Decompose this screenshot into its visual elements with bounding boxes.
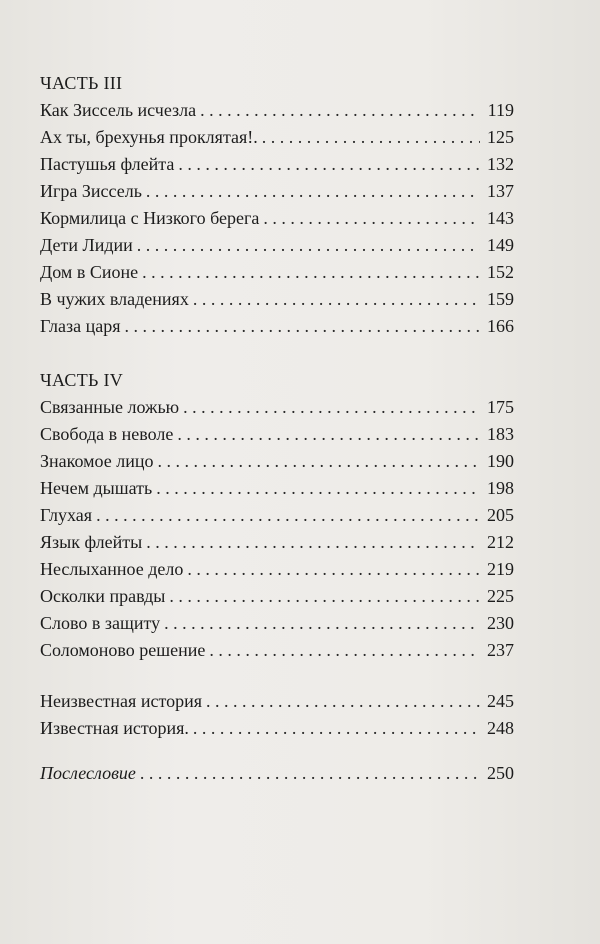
entry-page: 119 xyxy=(487,100,514,120)
toc-entry xyxy=(40,637,514,664)
entry-page: 250 xyxy=(487,763,514,783)
toc-entry xyxy=(40,448,514,475)
toc-entry xyxy=(40,502,514,529)
entry-page: 198 xyxy=(487,478,514,498)
part-3-heading: ЧАСТЬ III xyxy=(40,73,123,93)
dot-leader xyxy=(187,556,480,583)
entry-title: Нечем дышать xyxy=(40,478,153,498)
entry-title: Послесловие xyxy=(40,763,136,783)
entry-title: Игра Зиссель xyxy=(40,181,142,201)
part-4-heading: ЧАСТЬ IV xyxy=(40,370,124,390)
dot-leader xyxy=(200,97,480,124)
part-4-entries xyxy=(40,394,514,664)
entry-page: 166 xyxy=(487,316,514,336)
toc-entry xyxy=(40,178,514,205)
entry-page: 190 xyxy=(487,451,514,471)
dot-leader xyxy=(146,178,480,205)
entry-page: 149 xyxy=(487,235,514,255)
entry-title: Дети Лидии xyxy=(40,235,133,255)
dot-leader xyxy=(140,760,480,787)
extras-entries xyxy=(40,688,514,742)
dot-leader xyxy=(263,205,480,232)
dot-leader xyxy=(209,637,480,664)
dot-leader xyxy=(177,421,480,448)
dot-leader xyxy=(146,529,480,556)
entry-page: 132 xyxy=(487,154,514,174)
entry-title: Осколки правды xyxy=(40,586,166,606)
dot-leader xyxy=(157,448,480,475)
entry-title: Соломоново решение xyxy=(40,640,206,660)
entry-title: Неизвестная история xyxy=(40,691,202,711)
dot-leader xyxy=(96,502,480,529)
section-spacer xyxy=(40,664,514,688)
dot-leader xyxy=(193,715,480,742)
entry-page: 237 xyxy=(487,640,514,660)
toc-entry xyxy=(40,97,514,124)
entry-title: Известная история. xyxy=(40,718,189,738)
entry-page: 245 xyxy=(487,691,514,711)
toc-entry xyxy=(40,394,514,421)
dot-leader xyxy=(156,475,480,502)
table-of-contents xyxy=(40,70,514,787)
toc-entry xyxy=(40,151,514,178)
entry-title: Как Зиссель исчезла xyxy=(40,100,197,120)
entry-title: Свобода в неволе xyxy=(40,424,174,444)
entry-title: Слово в защиту xyxy=(40,613,161,633)
entry-page: 248 xyxy=(487,718,514,738)
dot-leader xyxy=(178,151,480,178)
entry-page: 137 xyxy=(487,181,514,201)
entry-page: 230 xyxy=(487,613,514,633)
entry-title: В чужих владениях xyxy=(40,289,189,309)
entry-title: Кормилица с Низкого берега xyxy=(40,208,260,228)
entry-title: Неслыханное дело xyxy=(40,559,184,579)
dot-leader xyxy=(206,688,480,715)
entry-title: Глухая xyxy=(40,505,93,525)
toc-entry xyxy=(40,232,514,259)
entry-page: 212 xyxy=(487,532,514,552)
entry-title: Ах ты, брехунья проклятая!. xyxy=(40,127,258,147)
entry-page: 152 xyxy=(487,262,514,282)
toc-entry xyxy=(40,715,514,742)
entry-title: Язык флейты xyxy=(40,532,143,552)
afterword-entry xyxy=(40,760,514,787)
toc-entry xyxy=(40,529,514,556)
toc-entry xyxy=(40,475,514,502)
dot-leader xyxy=(183,394,480,421)
toc-entry xyxy=(40,556,514,583)
entry-title: Знакомое лицо xyxy=(40,451,154,471)
entry-page: 125 xyxy=(487,127,514,147)
toc-entry xyxy=(40,583,514,610)
entry-page: 219 xyxy=(487,559,514,579)
entry-page: 143 xyxy=(487,208,514,228)
toc-entry xyxy=(40,421,514,448)
dot-leader xyxy=(193,286,480,313)
toc-entry xyxy=(40,286,514,313)
entry-title: Дом в Сионе xyxy=(40,262,139,282)
entry-page: 205 xyxy=(487,505,514,525)
dot-leader xyxy=(137,232,480,259)
entry-title: Пастушья флейта xyxy=(40,154,175,174)
toc-entry xyxy=(40,688,514,715)
toc-entry xyxy=(40,124,514,151)
toc-entry xyxy=(40,205,514,232)
section-spacer xyxy=(40,340,514,367)
entry-title: Связанные ложью xyxy=(40,397,180,417)
toc-entry xyxy=(40,313,514,340)
part-3-entries xyxy=(40,97,514,340)
dot-leader xyxy=(262,124,480,151)
toc-entry xyxy=(40,610,514,637)
dot-leader xyxy=(169,583,480,610)
entry-page: 159 xyxy=(487,289,514,309)
entry-title: Глаза царя xyxy=(40,316,121,336)
dot-leader xyxy=(164,610,480,637)
section-spacer xyxy=(40,742,514,760)
dot-leader xyxy=(125,313,480,340)
entry-page: 225 xyxy=(487,586,514,606)
entry-page: 175 xyxy=(487,397,514,417)
dot-leader xyxy=(142,259,480,286)
toc-entry xyxy=(40,259,514,286)
entry-page: 183 xyxy=(487,424,514,444)
